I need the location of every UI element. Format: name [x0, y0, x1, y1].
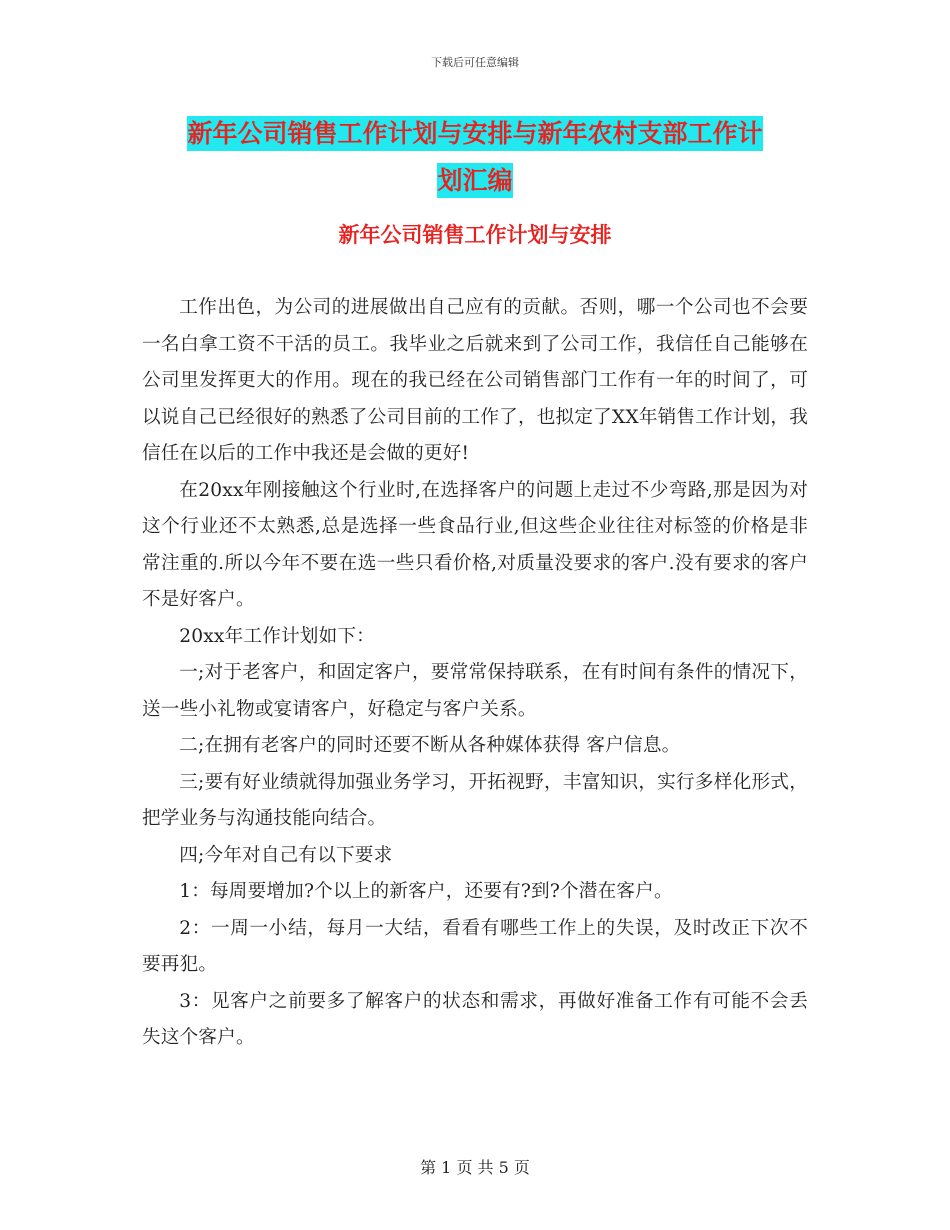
paragraph: 20xx年工作计划如下：	[179, 625, 375, 647]
paragraph: 三;要有好业绩就得加强业务学习，开拓视野，丰富知识，实行多样化形式，把学业务与沟通技能向结合。	[142, 771, 808, 829]
paragraph: 在20xx年刚接触这个行业时,在选择客户的问题上走过不少弯路,那是因为对这个行业还不太熟悉,总是选择一些食品行业,但这些企业往往对标签的价格是非常注重的.所以今年不要在选一些只看价格,对质量没要求的客户.没有要求的客户不是好客户。	[142, 479, 808, 610]
paragraph: 一;对于老客户，和固定客户，要常常保持联系，在有时间有条件的情况下，送一些小礼物或宴请客户，好稳定与客户关系。	[142, 662, 808, 720]
document-title-line-1: 新年公司销售工作计划与安排与新年农村支部工作计	[187, 116, 762, 151]
paragraph: 工作出色，为公司的进展做出自己应有的贡献。否则，哪一个公司也不会要一名白拿工资不干活的员工。我毕业之后就来到了公司工作，我信任自己能够在公司里发挥更大的作用。现在的我已经在公司销售部门工作有一年的时间了，可以说自己已经很好的熟悉了公司目前的工作了，也拟定了XX年销售工作计划，我信任在以后的工作中我还是会做的更好!	[142, 297, 808, 464]
header-note: 下载后可任意编辑	[431, 56, 519, 69]
document-title-line-2: 划汇编	[437, 163, 512, 198]
section-title: 新年公司销售工作计划与安排	[338, 222, 612, 247]
paragraph: 2：一周一小结，每月一大结，看看有哪些工作上的失误，及时改正下次不要再犯。	[142, 917, 808, 975]
paragraph: 四;今年对自己有以下要求	[179, 844, 393, 866]
page-footer: 第 1 页 共 5 页	[420, 1158, 530, 1177]
document-body	[142, 290, 808, 1057]
paragraph: 3：见客户之前要多了解客户的状态和需求，再做好准备工作有可能不会丢失这个客户。	[142, 990, 808, 1048]
document-title	[140, 110, 810, 204]
paragraph: 1：每周要增加?个以上的新客户，还要有?到?个潜在客户。	[179, 881, 673, 902]
paragraph: 二;在拥有老客户的同时还要不断从各种媒体获得 客户信息。	[179, 735, 681, 756]
